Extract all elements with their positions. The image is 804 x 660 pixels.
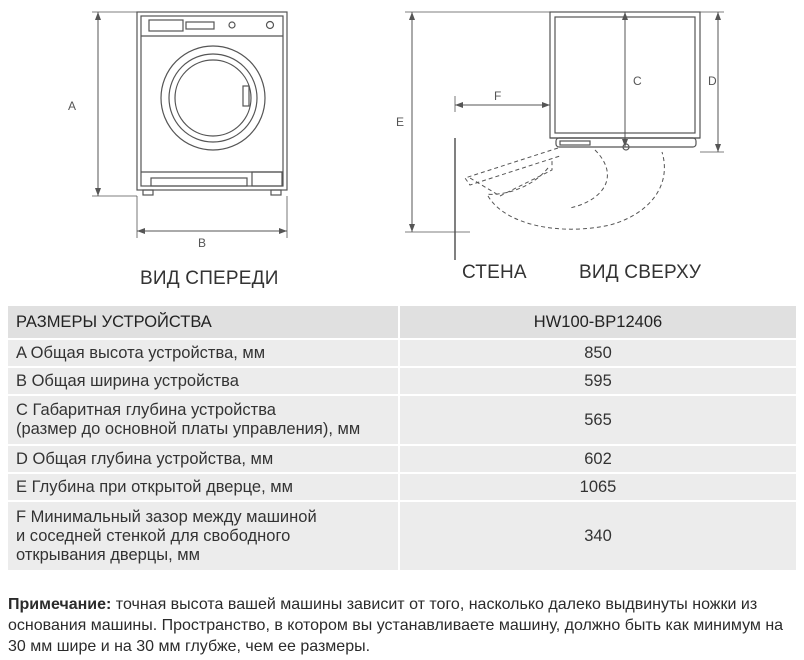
dim-label-f: F [494,89,502,103]
row-value: 602 [400,446,796,472]
front-view-caption: ВИД СПЕРЕДИ [140,268,279,289]
open-door-outline [465,148,664,229]
table-row [8,502,796,570]
row-label-line: F Минимальный зазор между машиной [16,507,317,526]
wall-caption: СТЕНА [462,262,527,283]
dim-label-b: B [198,236,207,250]
row-label-line: C Габаритная глубина устройства [16,401,276,419]
dim-label-e: E [396,115,405,129]
row-label-line: открывания дверцы, мм [16,545,200,564]
row-value: 565 [400,396,796,444]
note-text: точная высота вашей машины зависит от того, насколько далеко выдвинуты ножки из основания машины. Пространство, в котором вы устанавливаете машину, должно быть как минимум на 30 мм шире и на 30 мм глубже, чем ее размеры. [8,596,784,655]
top-view-caption: ВИД СВЕРХУ [579,262,702,283]
dimensions-diagram [0,0,804,300]
row-label-line: (размер до основной платы управления), мм [16,420,361,438]
row-value: 850 [400,340,796,366]
table-row [8,396,796,444]
table-row [8,340,796,366]
dimensions-table [8,304,796,572]
row-value: 340 [400,502,796,570]
row-label-line: и соседней стенкой для свободного [16,526,291,545]
row-value: 1065 [400,474,796,500]
table-row [8,368,796,394]
note-paragraph [8,594,796,657]
table-row [8,446,796,472]
dim-label-c: C [633,74,642,88]
dim-label-d: D [708,74,717,88]
dim-label-a: A [68,99,77,113]
row-label [8,502,400,570]
row-value: 595 [400,368,796,394]
header-model: HW100-BP12406 [400,306,796,338]
row-label: D Общая глубина устройства, мм [8,446,400,472]
diagram-drawing [0,0,804,300]
note-title: Примечание: [8,596,112,613]
table-header-row [8,306,796,338]
detergent-drawer [149,20,183,31]
row-label: A Общая высота устройства, мм [8,340,400,366]
table-row [8,474,796,500]
row-label: B Общая ширина устройства [8,368,400,394]
row-label: E Глубина при открытой дверце, мм [8,474,400,500]
row-label [8,396,400,444]
header-label: РАЗМЕРЫ УСТРОЙСТВА [8,306,400,338]
